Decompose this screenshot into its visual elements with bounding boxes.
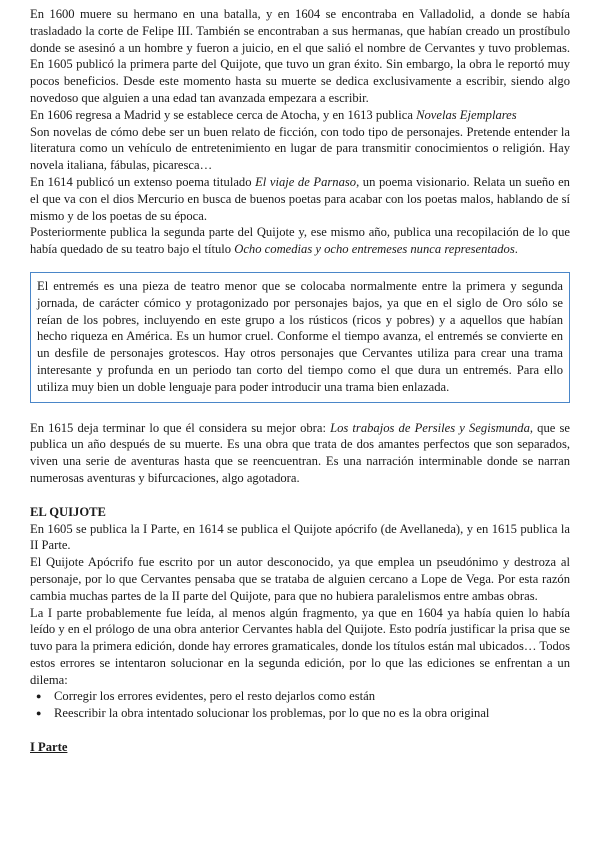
spacer <box>30 722 570 739</box>
work-title-novelas: Novelas Ejemplares <box>416 107 517 122</box>
dilemma-list <box>30 688 570 722</box>
spacer <box>30 403 570 420</box>
paragraph-quijote-apocrifo: El Quijote Apócrifo fue escrito por un autor desconocido, ya que emplea un pseudónimo y destroza al personaje, por lo que Cervantes pensaba que se trataba de alguien cercano a Lope de Vega. Por esta razón cambia muchas partes de la II parte del Quijote, para que no hubiera paralelismos entre ambas obras. <box>30 555 570 603</box>
work-title-parnaso: El viaje de Parnaso <box>255 174 357 189</box>
section-heading-i-parte: I Parte <box>30 740 68 755</box>
paragraph-1615-before: En 1615 deja terminar lo que él considera su mejor obra: <box>30 420 331 435</box>
paragraph-posteriormente-after: . <box>514 242 518 257</box>
paragraph-1615-after: , que se publica un año después de su muerte. Es una obra que trata de dos amantes perfectos que son separados, viven una serie de aventuras hasta que se reencuentran. Es una narración interminable donde se narran numerosas aventuras y bifurcaciones, algo agotadora. <box>30 420 570 485</box>
paragraph-posteriormente-before: Posteriormente publica la segunda parte del Quijote y, ese mismo año, publica una recopilación de lo que había quedado de su teatro bajo el título <box>30 225 570 257</box>
work-title-persiles: Los trabajos de Persiles y Segismunda <box>330 420 530 435</box>
spacer <box>30 487 570 504</box>
entremes-note-text: El entremés es una pieza de teatro menor que se colocaba normalmente entre la primera y segunda jornada, de carácter cómico y protagonizado por personajes bajos, ya que en el siglo de Oro sólo se reían de los pobres, incluyendo en este grupo a los rústicos (ricos y pobres) y a aquellos que habían hecho riqueza en América. Es un humor cruel. Conforme el tiempo avanza, el entremés se convierte en un desfile de personajes grotescos. Hay otros personajes que Cervantes utiliza para crear una trama interesante y profunda en un periodo tan corto del tiempo como el que dura un entremés. Para ello utiliza muy bien un doble lenguaje para poder introducir una trama bien enlazada. <box>37 278 563 394</box>
list-item: ● Corregir los errores evidentes, pero el resto dejarlos como están <box>54 688 570 705</box>
paragraph-1614-after: , un poema visionario. Relata un sueño en el que va con el dios Mercurio en busca de buenos poetas para acabar con los poetas malos, hablando de sí mismo y de los poetas de su época. <box>30 174 570 223</box>
paragraph-1615 <box>30 420 570 487</box>
paragraph-1600: En 1600 muere su hermano en una batalla, y en 1604 se encontraba en Valladolid, a donde se había trasladado la corte de Felipe III. También se encontraban a sus hermanas, que habían creado un prostíbulo donde se asesinó a un hombre y fueron a juicio, en el que salió el nombre de Cervantes y tuvo problemas. En 1605 publicó la primera parte del Quijote, que tuvo un gran éxito. Sin embargo, la obra le reportó muy pocos beneficios. Desde este momento hasta su muerte se dedica exclusivamente a escribir, siendo algo novedoso que alguien a una edad tan avanzada empezara a escribir. <box>30 7 570 105</box>
paragraph-1606 <box>30 107 570 124</box>
paragraph-1614 <box>30 174 570 224</box>
paragraph-novelas-description: Son novelas de cómo debe ser un buen relato de ficción, con todo tipo de personajes. Pretende entender la literatura como un vehículo de entretenimiento en lugar de para transmitir conocimientos o religión. Hay novela italiana, fábulas, picaresca… <box>30 124 570 173</box>
paragraph-quijote-dates: En 1605 se publica la I Parte, en 1614 se publica el Quijote apócrifo (de Avellaneda), y en 1615 publica la II Parte. <box>30 521 570 553</box>
entremes-note-box <box>30 272 570 403</box>
paragraph-quijote-i-parte: La I parte probablemente fue leída, al menos algún fragmento, ya que en 1604 ya había quien lo había leído y en el prólogo de una obra anterior Cervantes habla del Quijote. Esto podría justificar la prisa que se tuvo para la primera edición, donde hay errores gramaticales, donde los títulos están mal ubicados… Todos estos errores se intentaron solucionar en la segunda edición, por lo que las ediciones se enfrentan a un dilema: <box>30 605 570 687</box>
document-body <box>30 6 570 756</box>
list-item: ● Reescribir la obra intentado solucionar los problemas, por lo que no es la obra original <box>54 705 570 722</box>
paragraph-1606-text: En 1606 regresa a Madrid y se establece cerca de Atocha, y en 1613 publica <box>30 107 417 122</box>
work-title-comedias: Ocho comedias y ocho entremeses nunca representados <box>234 242 515 257</box>
section-heading-quijote: EL QUIJOTE <box>30 504 106 519</box>
paragraph-posteriormente <box>30 224 570 258</box>
paragraph-1614-before: En 1614 publicó un extenso poema titulado <box>30 174 256 189</box>
